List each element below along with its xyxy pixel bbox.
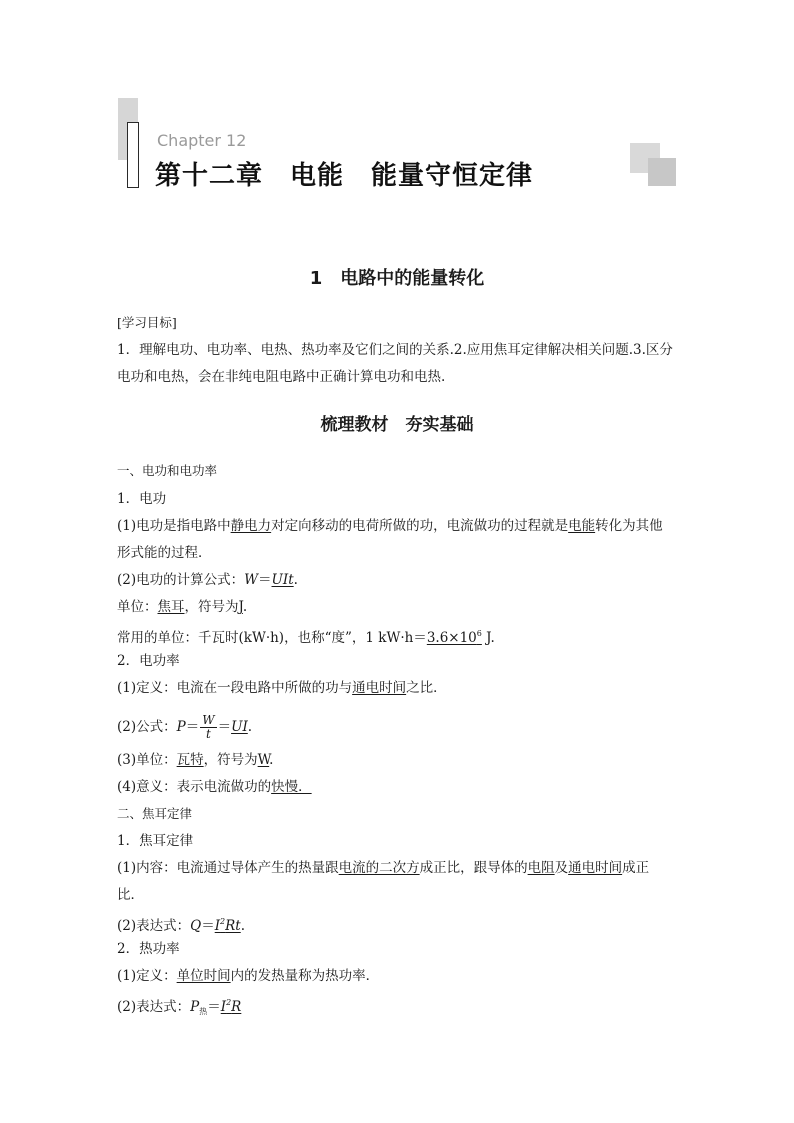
chapter-title: 第十二章 电能 能量守恒定律 <box>155 161 534 191</box>
fraction-numerator: W <box>202 713 215 727</box>
electric-work-unit <box>117 597 247 617</box>
answer-blank <box>221 999 242 1015</box>
answer-blank: 电能 <box>568 518 596 534</box>
text: 对定向移动的电荷所做的功，电流做功的过程就是 <box>271 518 569 534</box>
part2-heading: 二、焦耳定律 <box>117 806 193 821</box>
electric-work-common-unit <box>117 624 495 648</box>
symbol: P <box>176 719 186 735</box>
electric-work-formula <box>117 570 298 590</box>
objectives-line-1: 1．理解电功、电功率、电热、热功率及它们之间的关系.2.应用焦耳定律解决相关问题.3.区分 <box>117 342 673 358</box>
joule-law-content <box>117 858 649 878</box>
electric-work-definition-line-2: 形式能的过程． <box>117 545 212 561</box>
part2-item1-title: 1．焦耳定律 <box>117 833 194 849</box>
power-unit <box>117 750 273 770</box>
answer-blank: 通电时间 <box>352 680 407 696</box>
power-meaning <box>117 777 312 797</box>
text: (2)表达式： <box>117 918 191 934</box>
symbol: W <box>244 572 259 588</box>
text: 转化为其他 <box>595 518 663 534</box>
heat-power-definition <box>117 966 379 986</box>
text: 内的发热量称为热功率． <box>230 968 380 984</box>
answer-blank: 静电力 <box>230 518 272 534</box>
sub-heading: 梳理教材 夯实基础 <box>320 415 474 435</box>
objectives-heading: [学习目标] <box>117 315 177 330</box>
part1-heading: 一、电功和电功率 <box>117 463 218 478</box>
answer-blank: 单位时间 <box>176 968 231 984</box>
fraction-denominator: t <box>205 727 211 741</box>
power-definition <box>117 678 447 698</box>
text: 成正比，跟导体的 <box>419 860 528 876</box>
text: (2)表达式： <box>117 999 191 1015</box>
symbol: Rt <box>225 918 241 934</box>
joule-law-content-line-2: 比． <box>117 887 144 903</box>
text: (1)定义：电流在一段电路中所做的功与 <box>117 680 353 696</box>
subscript: 热 <box>199 1007 208 1016</box>
exponent: 6 <box>476 629 482 638</box>
text: ＝ <box>201 918 215 934</box>
heat-power-expression <box>117 993 241 1022</box>
answer-blank: UIt <box>271 572 294 588</box>
text: 常用的单位：千瓦时(kW·h)，也称“度”，1 kW·h＝ <box>117 630 427 646</box>
text: . <box>242 599 248 615</box>
text: (4)意义：表示电流做功的 <box>117 779 272 795</box>
exponent: 2 <box>226 998 232 1007</box>
fraction <box>200 714 216 741</box>
power-formula <box>117 714 252 741</box>
part2-item2-title: 2．热功率 <box>117 941 180 957</box>
answer-blank: 电流的二次方 <box>338 860 420 876</box>
joule-law-expression <box>117 912 245 936</box>
symbol: R <box>231 999 242 1015</box>
answer-blank: 焦耳 <box>157 599 185 615</box>
text: (2)公式： <box>117 719 177 735</box>
answer-blank: 快慢． <box>271 779 312 795</box>
text: 单位： <box>117 599 158 615</box>
chapter-deco-outline-bar <box>127 122 139 188</box>
answer-blank: 瓦特 <box>176 752 204 768</box>
text: . <box>247 719 253 735</box>
answer-blank: W <box>257 752 270 768</box>
value: 3.6×10 <box>426 630 477 646</box>
text: ＝ <box>207 999 221 1015</box>
text: ，符号为 <box>184 599 239 615</box>
symbol: I <box>214 918 221 934</box>
text: 及 <box>554 860 569 876</box>
text: (1)定义： <box>117 968 177 984</box>
part1-item1-title: 1．电功 <box>117 491 167 507</box>
answer-blank <box>215 918 241 934</box>
objectives-line-2: 电功和电热，会在非纯电阻电路中正确计算电功和电热. <box>117 369 446 385</box>
text: ＝ <box>217 719 232 735</box>
text: . <box>293 572 298 588</box>
text: ＝ <box>185 719 200 735</box>
text: 成正 <box>622 860 650 876</box>
exponent: 2 <box>220 917 226 926</box>
electric-work-definition <box>117 516 663 536</box>
text: ，符号为 <box>203 752 258 768</box>
text: 之比． <box>406 680 447 696</box>
answer-blank: J <box>238 599 243 615</box>
chapter-deco-square-dark <box>648 158 676 186</box>
section-title: 1 电路中的能量转化 <box>309 268 485 289</box>
text: (1)内容：电流通过导体产生的热量跟 <box>117 860 339 876</box>
chapter-label: Chapter 12 <box>157 131 247 150</box>
answer-blank <box>427 630 482 646</box>
symbol: I <box>220 999 227 1015</box>
symbol: P <box>190 999 200 1015</box>
answer-blank: 电阻 <box>527 860 555 876</box>
text: ＝ <box>258 572 272 588</box>
answer-blank: UI <box>231 719 248 735</box>
answer-blank: 通电时间 <box>568 860 623 876</box>
text: . <box>269 752 274 768</box>
text: . <box>240 918 246 934</box>
text: J. <box>481 630 495 646</box>
symbol: Q <box>190 918 202 934</box>
text: (3)单位： <box>117 752 177 768</box>
text: (1)电功是指电路中 <box>117 518 231 534</box>
part1-item2-title: 2．电功率 <box>117 653 180 669</box>
text: (2)电功的计算公式： <box>117 572 245 588</box>
